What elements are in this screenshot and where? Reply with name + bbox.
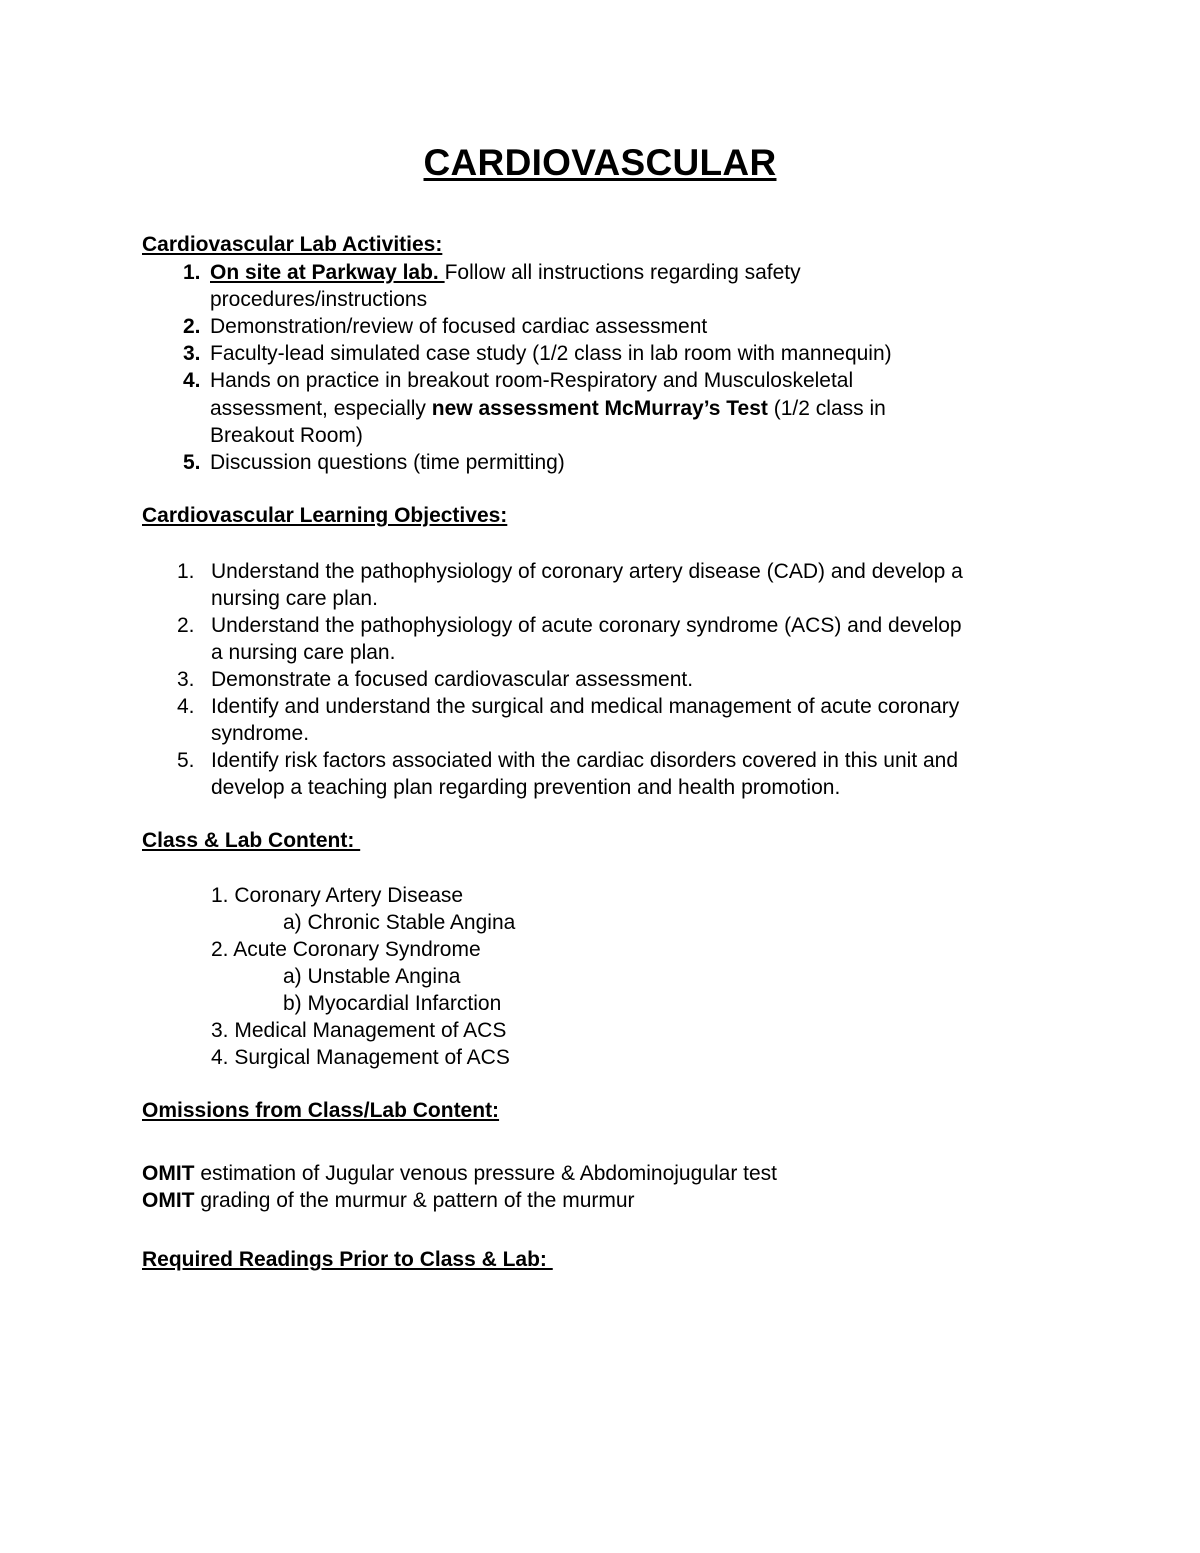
omit-label: OMIT bbox=[142, 1162, 195, 1185]
content-subitem: a) Chronic Stable Angina bbox=[283, 911, 516, 934]
list-item-continuation: Breakout Room) bbox=[210, 424, 363, 447]
list-number: 3. bbox=[183, 342, 201, 365]
list-item-continuation: develop a teaching plan regarding prevention and health promotion. bbox=[211, 776, 841, 799]
list-item-continuation: a nursing care plan. bbox=[211, 641, 396, 664]
objectives-heading: Cardiovascular Learning Objectives: bbox=[142, 504, 508, 527]
content-item: 3. Medical Management of ACS bbox=[211, 1019, 507, 1042]
list-item: Demonstration/review of focused cardiac assessment bbox=[210, 315, 708, 338]
list-item: Understand the pathophysiology of coronary artery disease (CAD) and develop a bbox=[211, 560, 963, 583]
content-subitem: b) Myocardial Infarction bbox=[283, 992, 502, 1015]
list-item: Discussion questions (time permitting) bbox=[210, 451, 565, 474]
list-item: Faculty-lead simulated case study (1/2 class in lab room with mannequin) bbox=[210, 342, 892, 365]
list-item: Identify risk factors associated with the cardiac disorders covered in this unit and bbox=[211, 749, 959, 772]
list-item: Identify and understand the surgical and medical management of acute coronary bbox=[211, 695, 960, 718]
list-item: Hands on practice in breakout room-Respiratory and Musculoskeletal bbox=[210, 369, 854, 392]
omissions-heading: Omissions from Class/Lab Content: bbox=[142, 1099, 500, 1122]
omission-item bbox=[142, 1160, 777, 1187]
readings-heading: Required Readings Prior to Class & Lab: bbox=[142, 1248, 553, 1271]
list-number: 5. bbox=[177, 749, 195, 772]
list-item-text: (1/2 class in bbox=[767, 397, 886, 420]
list-item-continuation bbox=[210, 395, 886, 422]
list-item: Understand the pathophysiology of acute coronary syndrome (ACS) and develop bbox=[211, 614, 962, 637]
content-heading: Class & Lab Content: bbox=[142, 829, 361, 852]
list-item bbox=[210, 259, 801, 286]
content-subitem: a) Unstable Angina bbox=[283, 965, 461, 988]
list-number: 1. bbox=[183, 261, 201, 284]
omission-text: grading of the murmur & pattern of the murmur bbox=[194, 1189, 635, 1212]
omission-text: estimation of Jugular venous pressure & Abdominojugular test bbox=[194, 1162, 777, 1185]
list-item-emphasis: new assessment McMurray’s Test bbox=[431, 397, 768, 420]
list-number: 2. bbox=[177, 614, 195, 637]
list-item-text: assessment, especially bbox=[210, 397, 432, 420]
content-item: 1. Coronary Artery Disease bbox=[211, 884, 464, 907]
lab-activities-heading: Cardiovascular Lab Activities: bbox=[142, 233, 443, 256]
list-item-lead: On site at Parkway lab. bbox=[210, 261, 445, 284]
list-item-text: Follow all instructions regarding safety bbox=[444, 261, 801, 284]
page-title: CARDIOVASCULAR bbox=[423, 142, 777, 183]
list-number: 3. bbox=[177, 668, 195, 691]
omit-label: OMIT bbox=[142, 1189, 195, 1212]
list-number: 2. bbox=[183, 315, 201, 338]
list-number: 1. bbox=[177, 560, 195, 583]
list-item: Demonstrate a focused cardiovascular assessment. bbox=[211, 668, 694, 691]
content-item: 4. Surgical Management of ACS bbox=[211, 1046, 510, 1069]
list-number: 5. bbox=[183, 451, 201, 474]
list-item-continuation: nursing care plan. bbox=[211, 587, 378, 610]
list-number: 4. bbox=[177, 695, 195, 718]
list-number: 4. bbox=[183, 369, 201, 392]
list-item-continuation: syndrome. bbox=[211, 722, 310, 745]
list-item-continuation: procedures/instructions bbox=[210, 288, 428, 311]
content-item: 2. Acute Coronary Syndrome bbox=[211, 938, 481, 961]
omission-item bbox=[142, 1187, 635, 1214]
